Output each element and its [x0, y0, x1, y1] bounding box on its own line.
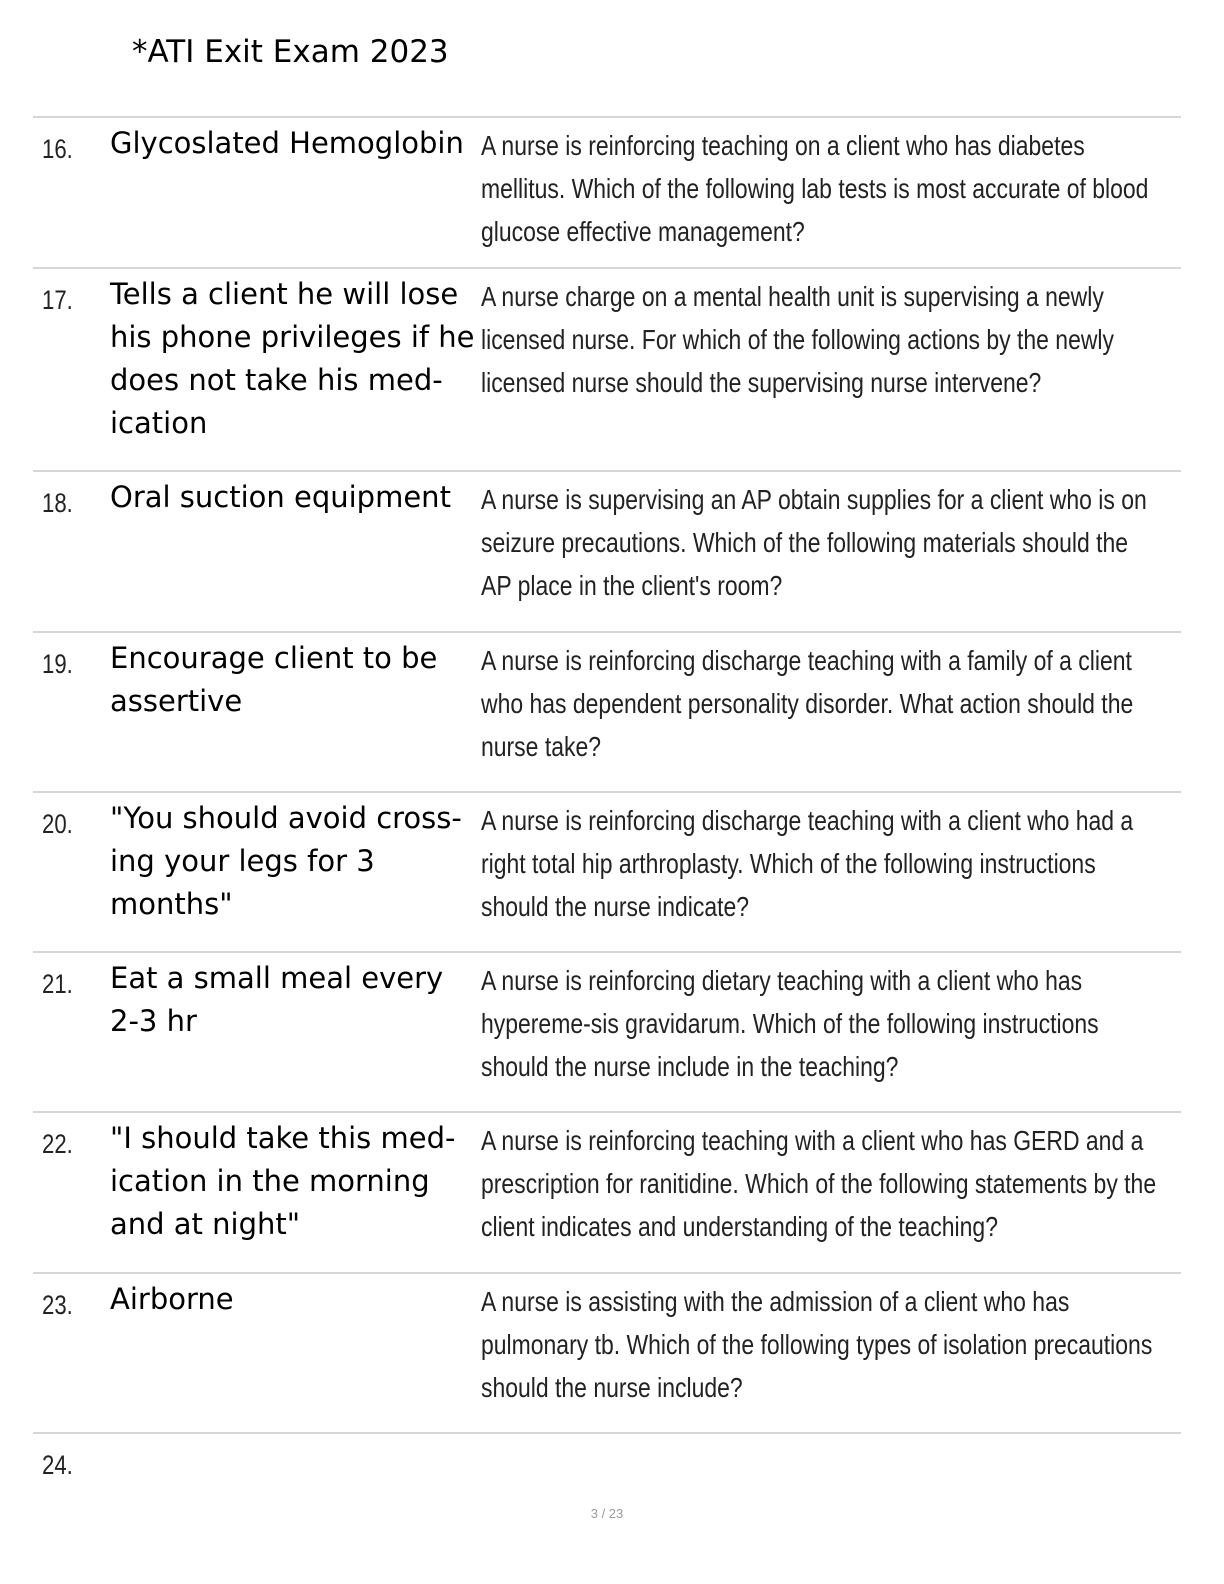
answer-text: Airborne — [110, 1282, 234, 1316]
question-text: A nurse is reinforcing teaching with a client who has GERD and a prescription for ranitidine. Which of the following statements by the client indicates and understanding of the teaching? — [481, 1125, 1157, 1242]
qa-row-18 — [33, 470, 1181, 631]
answer-text: Encourage client to be assertive — [110, 641, 438, 718]
question-text: A nurse charge on a mental health unit is supervising a newly licensed nurse. For which of the following actions by the newly licensed nurse should the supervising nurse intervene? — [481, 281, 1115, 398]
answer-text: "I should take this med-ication in the morning and at night" — [110, 1121, 456, 1241]
qa-row-16 — [33, 116, 1181, 267]
item-number: 23. — [42, 1290, 73, 1320]
item-number: 16. — [42, 134, 73, 164]
item-number: 21. — [42, 969, 73, 999]
item-number: 20. — [42, 809, 73, 839]
page-indicator: 3 / 23 — [590, 1506, 624, 1521]
qa-row-21 — [33, 951, 1181, 1111]
item-number: 19. — [42, 649, 73, 679]
qa-row-24 — [33, 1432, 1181, 1492]
answer-text: Tells a client he will lose his phone privileges if he does not take his med-ication — [110, 277, 475, 440]
item-number: 17. — [42, 285, 73, 315]
question-text: A nurse is reinforcing dietary teaching with a client who has hypereme-sis gravidarum. Which of the following instructions should the nurse include in the teaching? — [481, 965, 1099, 1082]
answer-text: Glycoslated Hemoglobin — [110, 126, 464, 160]
document-title: *ATI Exit Exam 2023 — [132, 34, 449, 70]
question-text: A nurse is supervising an AP obtain supplies for a client who is on seizure precautions. Which of the following materials should the AP place in the client's room? — [481, 484, 1147, 601]
item-number: 22. — [42, 1129, 73, 1159]
qa-row-19 — [33, 631, 1181, 791]
item-number: 24. — [42, 1450, 73, 1480]
qa-row-23 — [33, 1272, 1181, 1432]
qa-row-17 — [33, 267, 1181, 470]
item-number: 18. — [42, 488, 73, 518]
question-text: A nurse is assisting with the admission of a client who has pulmonary tb. Which of the following types of isolation precautions should the nurse include? — [481, 1286, 1153, 1403]
qa-row-22 — [33, 1111, 1181, 1272]
answer-text: Eat a small meal every 2-3 hr — [110, 961, 444, 1038]
answer-text: Oral suction equipment — [110, 480, 451, 514]
qa-list — [33, 116, 1181, 1492]
qa-row-20 — [33, 791, 1181, 951]
question-text: A nurse is reinforcing teaching on a client who has diabetes mellitus. Which of the following lab tests is most accurate of blood glucose effective management? — [481, 130, 1149, 247]
question-text: A nurse is reinforcing discharge teaching with a family of a client who has dependent personality disorder. What action should the nurse take? — [481, 645, 1134, 762]
question-text: A nurse is reinforcing discharge teaching with a client who had a right total hip arthroplasty. Which of the following instructions should the nurse indicate? — [481, 805, 1134, 922]
answer-text: "You should avoid cross-ing your legs for 3 months" — [110, 801, 462, 921]
